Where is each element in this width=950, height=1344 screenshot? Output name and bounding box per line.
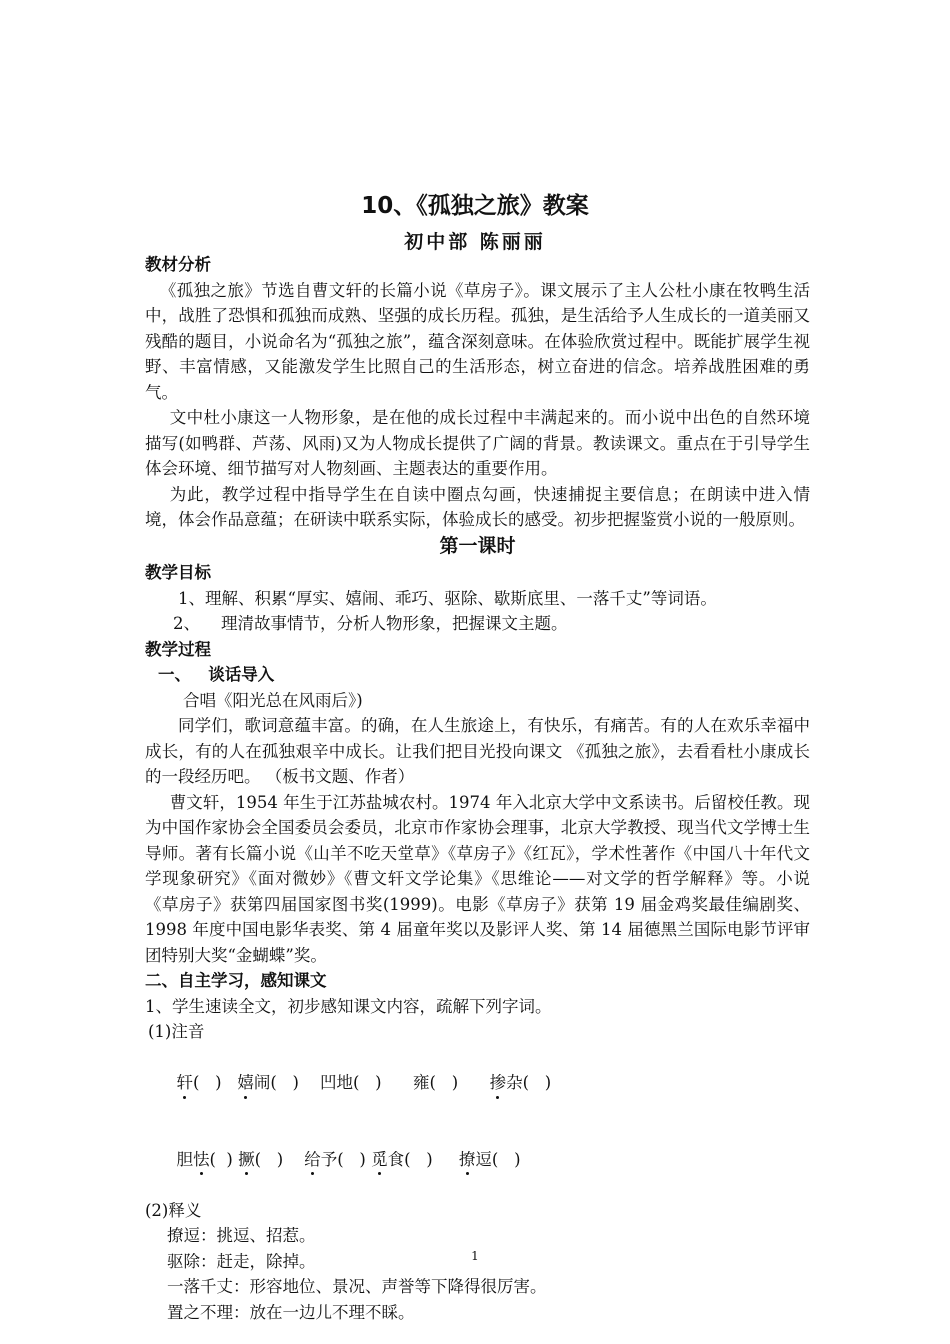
lesson-title: 第一课时 — [439, 534, 516, 557]
word-item: 给予( ) — [283, 1150, 366, 1169]
definition-item: 一落千丈：形容地位、景况、声誉等下降得很厉害。 — [167, 1277, 547, 1296]
word-item: 轩( ) — [176, 1073, 221, 1092]
definition-item: 撩逗：挑逗、招惹。 — [167, 1226, 316, 1245]
page-number: 1 — [471, 1249, 479, 1263]
analysis-paragraph-2: 文中杜小康这一人物形象，是在他的成长过程中丰满起来的。而小说中出色的自然环境描写(如鸭群、芦荡、风雨)又为人物成长提供了广阔的背景。教读课文。重点在于引导学生体会环境、细节描写对人物刻画、主题表达的重要作用。 — [145, 408, 810, 478]
document-title: 10、《孤独之旅》教案 — [361, 193, 589, 219]
document-body — [145, 252, 810, 1325]
word-item: 觅食( ) — [366, 1150, 433, 1169]
analysis-paragraph-3: 为此，教学过程中指导学生在自读中圈点勾画，快速捕捉主要信息；在朗读中进入情境，体会作品意蕴；在研读中联系实际，体验成长的感受。初步把握鉴赏小说的一般原则。 — [145, 484, 810, 529]
word-item: 撅( ) — [233, 1150, 283, 1169]
author-line: 初中部 陈丽丽 — [404, 231, 546, 253]
word-item: 胆怯( ) — [176, 1150, 232, 1169]
word-item: 掺杂( ) — [458, 1073, 551, 1092]
section-heading-self-study: 二、自主学习，感知课文 — [145, 971, 327, 990]
pronunciation-label: (1)注音 — [148, 1022, 205, 1041]
definition-item: 置之不理：放在一边儿不理不睬。 — [167, 1302, 415, 1322]
pronunciation-row-2 — [145, 1121, 810, 1198]
definition-label: (2)释义 — [145, 1200, 202, 1220]
author-bio-paragraph: 曹文轩，1954 年生于江苏盐城农村。1974 年入北京大学中文系读书。后留校任教。现为中国作家协会全国委员会委员，北京市作家协会理事，北京大学教授、现当代文学博士生导师。著有长篇小说《山羊不吃天堂草》《草房子》《红瓦》，学术性著作《中国八十年代文学现象研究》《面对微妙》《曹文轩文学论集》《思维论——对文学的哲学解释》等。小说《草房子》获第四届国家图书奖(1999)。电影《草房子》获第 19 届金鸡奖最佳编剧奖、1998 年度中国电影华表奖、第 4 届童年奖以及影评人奖、第 14 届德黑兰国际电影节评审团特别大奖“金蝴蝶”奖。 — [145, 792, 810, 965]
goal-item-1: 1、理解、积累“厚实、嬉闹、乖巧、驱除、歇斯底里、一落千丈”等词语。 — [178, 588, 717, 608]
section-heading-goals: 教学目标 — [145, 563, 211, 582]
section-heading-process: 教学过程 — [145, 639, 211, 659]
word-item: 凹地( ) — [319, 1073, 382, 1092]
pronunciation-row-1 — [145, 1045, 810, 1122]
intro-paragraph: 同学们，歌词意蕴丰富。的确，在人生旅途上，有快乐，有痛苦。有的人在欢乐幸福中成长，有的人在孤独艰辛中成长。让我们把目光投向课文 《孤独之旅》，去看看杜小康成长的一段经历吧。 （板书文题、作者） — [145, 716, 810, 786]
definition-item: 驱除：赶走，除掉。 — [167, 1251, 316, 1271]
goal-item-2: 2、 理清故事情节，分析人物形象，把握课文主题。 — [173, 614, 568, 633]
step-heading-intro: 一、 谈话导入 — [158, 665, 275, 684]
word-item: 撩逗( ) — [433, 1150, 521, 1169]
analysis-paragraph-1: 《孤独之旅》节选自曹文轩的长篇小说《草房子》。课文展示了主人公杜小康在牧鸭生活中，战胜了恐惧和孤独而成熟、坚强的成长历程。孤独，是生活给予人生成长的一道美丽又残酷的题目，小说命名为“孤独之旅”，蕴含深刻意味。在体验欣赏过程中。既能扩展学生视野、丰富情感，又能激发学生比照自己的生活形态，树立奋进的信念。培养战胜困难的勇气。 — [145, 280, 810, 402]
word-item: 雍( ) — [413, 1073, 459, 1092]
section-heading-analysis: 教材分析 — [145, 255, 211, 274]
task-line: 1、学生速读全文，初步感知课文内容，疏解下列字词。 — [145, 996, 552, 1016]
word-item: 嬉闹( ) — [222, 1073, 299, 1092]
song-line: 合唱《阳光总在风雨后》) — [183, 690, 363, 710]
